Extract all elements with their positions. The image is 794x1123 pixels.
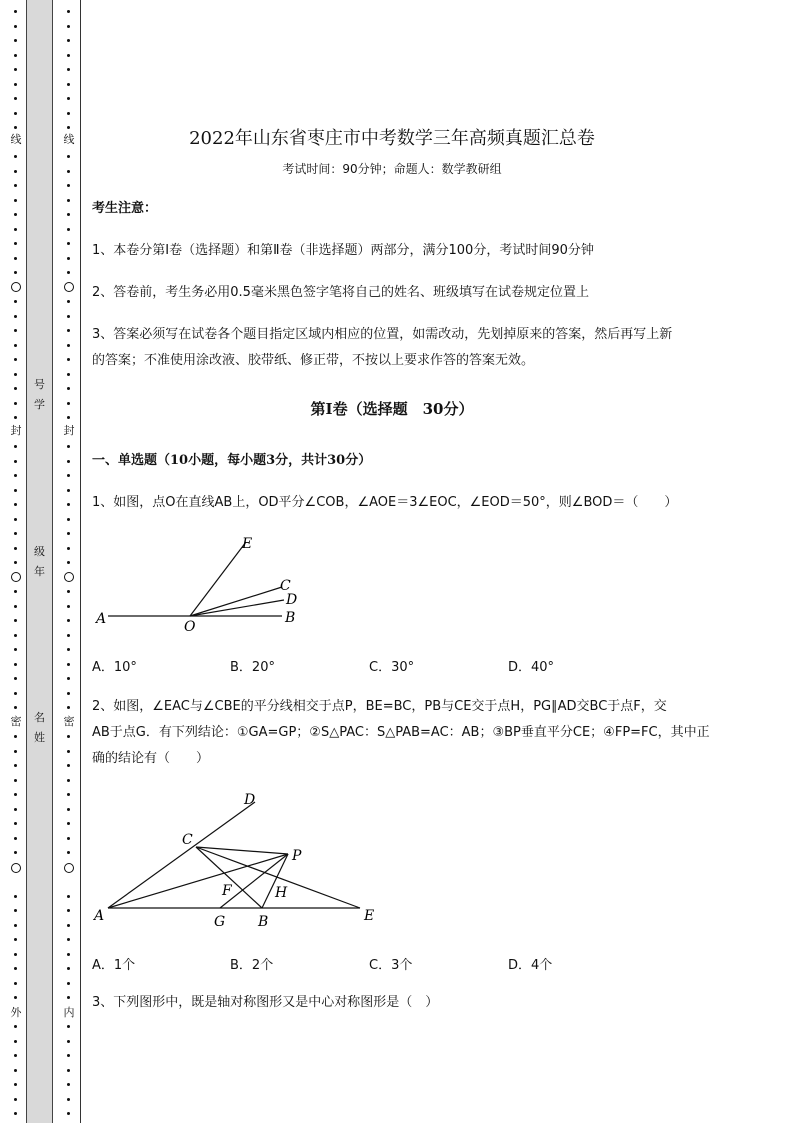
seal-dot: [67, 750, 70, 753]
seal-dot: [14, 68, 17, 71]
seal-dot: [14, 663, 17, 666]
question-2-text: 2、如图，∠EAC与∠CBE的平分线相交于点P，BE=BC，PB与CE交于点H，PG∥AD交BC于点F，交: [92, 699, 667, 714]
seal-dot: [14, 184, 17, 187]
seal-dot: [14, 445, 17, 448]
seal-dot: [67, 518, 70, 521]
seal-dot: [14, 387, 17, 390]
seal-dot: [14, 503, 17, 506]
seal-dot: [67, 503, 70, 506]
question-1-text: 1、如图，点O在直线AB上，OD平分∠COB，∠AOE＝3∠EOC，∠EOD＝50°，则∠BOD＝（ ）: [92, 495, 678, 510]
seal-dot: [67, 1054, 70, 1057]
question-2-figure: [92, 788, 392, 933]
seal-dot: [67, 692, 70, 695]
seal-dot: [67, 996, 70, 999]
seal-dot: [14, 909, 17, 912]
seal-dot: [67, 170, 70, 173]
seal-dot: [14, 692, 17, 695]
seal-dot: [67, 184, 70, 187]
seal-dot: [14, 967, 17, 970]
seal-dot: [14, 561, 17, 564]
seal-dot: [67, 909, 70, 912]
seal-dot: [14, 199, 17, 202]
question-1-figure: [92, 530, 312, 635]
seal-dot: [67, 938, 70, 941]
seal-dot: [14, 54, 17, 57]
inner-seal-line: [62, 0, 76, 1123]
seal-dot: [14, 1025, 17, 1028]
label-e: E: [242, 536, 253, 552]
seal-dot: [67, 474, 70, 477]
seal-dot: [14, 474, 17, 477]
seal-dot: [14, 271, 17, 274]
seal-dot: [67, 1083, 70, 1086]
question-2-text: AB于点G．有下列结论：①GA=GP；②S△PAC：S△PAB=AC：AB；③BP垂直平分CE；④FP=FC，其中正: [92, 725, 710, 740]
seal-dot: [67, 793, 70, 796]
seal-dot: [67, 779, 70, 782]
seal-dot: [14, 764, 17, 767]
notice-item: 2、答卷前，考生务必用0.5毫米黑色签字笔将自己的姓名、班级填写在试卷规定位置上: [92, 285, 589, 300]
section-title: 第I卷（选择题 30分）: [310, 400, 474, 418]
seal-dot: [67, 634, 70, 637]
seal-dot: [67, 764, 70, 767]
seal-dot: [14, 83, 17, 86]
seal-dot: [67, 402, 70, 405]
name-band: [26, 0, 53, 1123]
ray-od: [190, 600, 284, 616]
seal-dot: [14, 213, 17, 216]
seal-dot: [67, 837, 70, 840]
seal-dot: [14, 25, 17, 28]
seal-circle: [64, 863, 74, 873]
seal-dot: [67, 344, 70, 347]
seal-dot: [67, 489, 70, 492]
seal-dot: [14, 1112, 17, 1115]
seal-dot: [67, 895, 70, 898]
seal-mark: 外: [10, 1006, 22, 1019]
seal-dot: [14, 402, 17, 405]
seal-circle: [11, 863, 21, 873]
seal-dot: [67, 68, 70, 71]
seal-dot: [14, 605, 17, 608]
option-d[interactable]: D．4个: [508, 958, 553, 973]
seal-dot: [14, 257, 17, 260]
seal-dot: [67, 329, 70, 332]
seal-dot: [67, 924, 70, 927]
band-label: 号: [34, 378, 45, 391]
seal-dot: [14, 735, 17, 738]
outer-seal-line: [9, 0, 23, 1123]
seal-dot: [14, 822, 17, 825]
seal-dot: [67, 373, 70, 376]
seal-dot: [14, 634, 17, 637]
ray-oe: [190, 542, 246, 616]
seal-dot: [14, 648, 17, 651]
seal-dot: [14, 677, 17, 680]
seal-mark: 封: [10, 424, 22, 437]
seal-dot: [14, 112, 17, 115]
band-label: 名: [34, 711, 45, 724]
label-b: B: [285, 610, 296, 626]
paper-subtitle: 考试时间：90分钟；命题人：数学教研组: [282, 162, 502, 176]
seal-dot: [14, 228, 17, 231]
seal-dot: [14, 315, 17, 318]
seal-dot: [67, 1069, 70, 1072]
seal-dot: [14, 170, 17, 173]
seal-dot: [67, 315, 70, 318]
seal-dot: [14, 706, 17, 709]
seal-dot: [67, 445, 70, 448]
seal-dot: [14, 416, 17, 419]
seal-dot: [14, 547, 17, 550]
seal-dot: [14, 532, 17, 535]
seal-mark: 封: [63, 424, 75, 437]
ray-ad: [108, 802, 255, 908]
seal-dot: [67, 851, 70, 854]
band-label: 年: [34, 565, 45, 578]
seal-dot: [14, 1083, 17, 1086]
seal-dot: [14, 155, 17, 158]
notice-heading: 考生注意：: [92, 201, 158, 216]
seal-dot: [67, 547, 70, 550]
seal-dot: [67, 822, 70, 825]
seal-mark: 密: [10, 715, 22, 728]
seal-dot: [67, 619, 70, 622]
seal-dot: [14, 996, 17, 999]
seal-circle: [11, 282, 21, 292]
seal-dot: [14, 1040, 17, 1043]
seal-dot: [14, 39, 17, 42]
seal-dot: [14, 982, 17, 985]
seal-circle: [11, 572, 21, 582]
seal-dot: [67, 387, 70, 390]
label-o: O: [184, 619, 196, 635]
seal-dot: [67, 1098, 70, 1101]
seal-dot: [67, 953, 70, 956]
seal-dot: [14, 1054, 17, 1057]
seal-dot: [67, 97, 70, 100]
segment-ap: [108, 854, 288, 908]
label-d: D: [286, 592, 298, 608]
seal-dot: [67, 126, 70, 129]
seal-dot: [67, 735, 70, 738]
seal-dot: [67, 10, 70, 13]
seal-dot: [14, 329, 17, 332]
band-label: 学: [34, 398, 45, 411]
seal-dot: [67, 228, 70, 231]
label-d: D: [244, 792, 256, 808]
seal-dot: [67, 677, 70, 680]
seal-dot: [14, 895, 17, 898]
seal-dot: [67, 532, 70, 535]
seal-circle: [64, 572, 74, 582]
seal-dot: [14, 837, 17, 840]
seal-dot: [14, 924, 17, 927]
option-a[interactable]: A．1个: [92, 958, 136, 973]
part-heading: 一、单选题（10小题，每小题3分，共计30分）: [92, 453, 372, 468]
seal-mark: 线: [10, 133, 22, 146]
seal-dot: [14, 373, 17, 376]
seal-dot: [67, 257, 70, 260]
seal-dot: [14, 953, 17, 956]
question-3-text: 3、下列图形中，既是轴对称图形又是中心对称图形是（ ）: [92, 995, 439, 1010]
label-e: E: [364, 908, 375, 924]
seal-dot: [14, 358, 17, 361]
seal-dot: [14, 793, 17, 796]
seal-dot: [14, 779, 17, 782]
seal-dot: [67, 663, 70, 666]
seal-dot: [67, 25, 70, 28]
seal-dot: [67, 213, 70, 216]
cut-line: [80, 0, 81, 1123]
seal-dot: [14, 619, 17, 622]
notice-item: 3、答案必须写在试卷各个题目指定区域内相应的位置，如需改动，先划掉原来的答案，然后再写上新: [92, 327, 673, 342]
seal-dot: [67, 706, 70, 709]
seal-dot: [14, 344, 17, 347]
seal-dot: [67, 1025, 70, 1028]
seal-dot: [14, 851, 17, 854]
label-a: A: [96, 611, 107, 627]
seal-dot: [67, 982, 70, 985]
seal-dot: [14, 808, 17, 811]
band-label: 级: [34, 545, 45, 558]
seal-dot: [14, 460, 17, 463]
seal-dot: [67, 271, 70, 274]
label-a: A: [94, 908, 105, 924]
seal-dot: [67, 300, 70, 303]
seal-mark: 内: [63, 1006, 75, 1019]
binding-margin: [0, 0, 88, 1123]
seal-dot: [67, 39, 70, 42]
seal-dot: [14, 242, 17, 245]
seal-circle: [64, 282, 74, 292]
seal-dot: [67, 1112, 70, 1115]
label-c: C: [280, 578, 291, 594]
seal-dot: [67, 112, 70, 115]
seal-dot: [14, 126, 17, 129]
seal-dot: [67, 561, 70, 564]
seal-dot: [67, 242, 70, 245]
seal-dot: [14, 1098, 17, 1101]
label-c: C: [182, 832, 193, 848]
seal-dot: [67, 155, 70, 158]
option-b[interactable]: B．2个: [230, 958, 274, 973]
seal-dot: [14, 750, 17, 753]
notice-item: 的答案；不准使用涂改液、胶带纸、修正带，不按以上要求作答的答案无效。: [92, 353, 535, 368]
seal-dot: [67, 648, 70, 651]
seal-dot: [67, 416, 70, 419]
seal-dot: [14, 10, 17, 13]
notice-item: 1、本卷分第I卷（选择题）和第Ⅱ卷（非选择题）两部分，满分100分，考试时间90分钟: [92, 243, 594, 258]
seal-dot: [14, 300, 17, 303]
segment-cp: [196, 847, 288, 854]
option-b[interactable]: B．20°: [230, 660, 275, 675]
ray-oc: [190, 587, 282, 616]
option-d[interactable]: D．40°: [508, 660, 555, 675]
seal-dot: [14, 489, 17, 492]
seal-dot: [14, 1069, 17, 1072]
seal-dot: [67, 460, 70, 463]
label-p: P: [292, 848, 302, 864]
label-b: B: [258, 914, 269, 930]
seal-dot: [67, 967, 70, 970]
label-h: H: [275, 885, 288, 901]
seal-dot: [67, 358, 70, 361]
seal-dot: [14, 938, 17, 941]
seal-dot: [67, 54, 70, 57]
seal-dot: [67, 83, 70, 86]
seal-dot: [14, 518, 17, 521]
seal-dot: [67, 199, 70, 202]
seal-dot: [67, 808, 70, 811]
option-c[interactable]: C．30°: [369, 660, 415, 675]
band-label: 姓: [34, 731, 45, 744]
seal-dot: [67, 590, 70, 593]
question-2-text: 确的结论有（ ）: [92, 751, 210, 766]
option-c[interactable]: C．3个: [369, 958, 413, 973]
paper-title: 2022年山东省枣庄市中考数学三年高频真题汇总卷: [189, 128, 595, 149]
seal-dot: [14, 97, 17, 100]
seal-dot: [67, 605, 70, 608]
seal-dot: [14, 590, 17, 593]
seal-mark: 线: [63, 133, 75, 146]
label-g: G: [214, 914, 226, 930]
option-a[interactable]: A．10°: [92, 660, 137, 675]
label-f: F: [222, 883, 232, 899]
seal-dot: [67, 1040, 70, 1043]
seal-mark: 密: [63, 715, 75, 728]
